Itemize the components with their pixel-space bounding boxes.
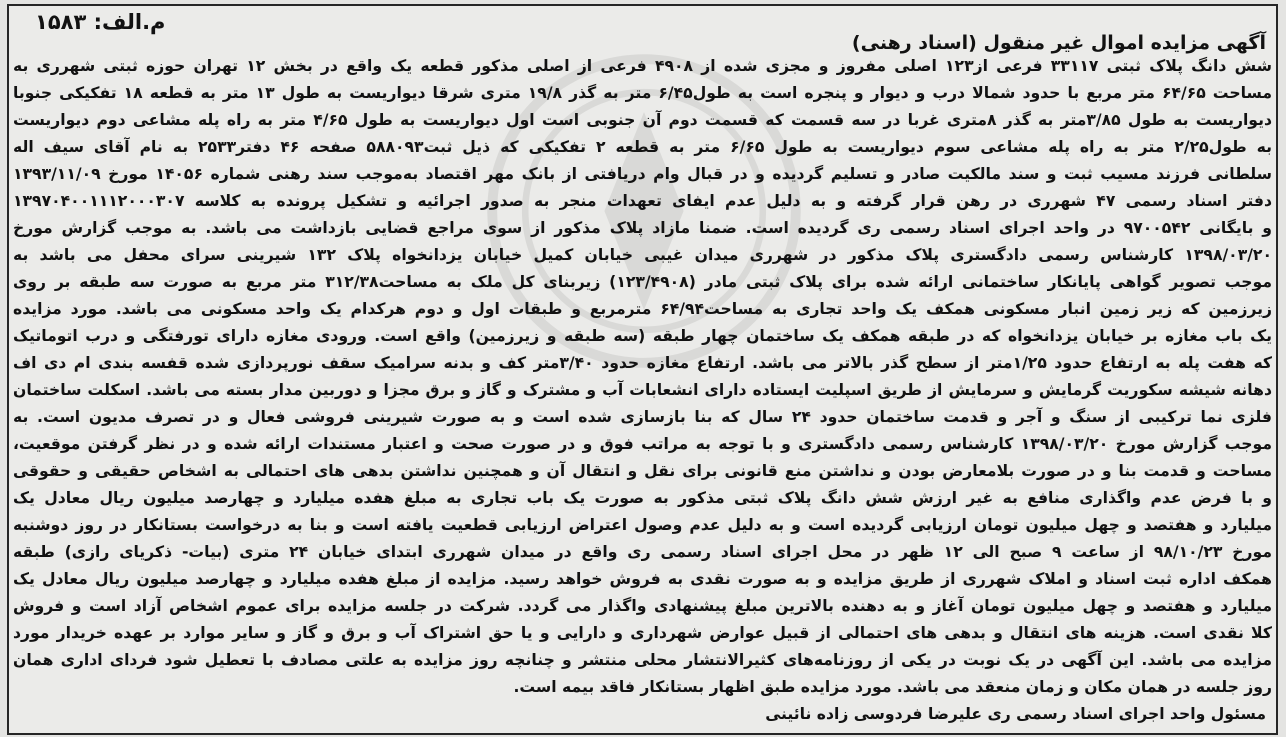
notice-line-text: میلیارد و هفتصد و چهل میلیون تومان ارزیابی گردیده است و به دلیل عدم وصول اعتراض ارزیابی قطعیت یافته است و بنا به درخواست بستانکار در روز دوشنبه <box>13 516 1272 534</box>
notice-line <box>13 593 1272 620</box>
notice-line-text: زیرزمین که زیر زمین انبار مسکونی همکف یک واحد تجاری به مساحت۶۴/۹۴ مترمربع و طبقات اول و دوم هرکدام یک واحد مسکونی می باشد. مورد مزایده <box>13 300 1272 318</box>
notice-line <box>13 512 1272 539</box>
notice-number: م.الف: ۱۵۸۳ <box>35 10 166 34</box>
notice-line <box>13 485 1272 512</box>
notice-line <box>13 620 1272 647</box>
notice-line-text: سلطانی فرزند مسیب ثبت و سند مالکیت صادر و تسلیم گردیده و در قبال وام دریافتی از بانک مهر اقتصاد به‌موجب سند رهنی شماره ۱۴۰۵۶ مورخ ۱۳۹۳/۱۱/۰۹ <box>13 165 1272 183</box>
notice-line <box>13 431 1272 458</box>
notice-line <box>13 647 1272 674</box>
notice-frame <box>7 4 1278 735</box>
notice-line-text: روز جلسه در همان مکان و زمان منعقد می باشد. مورد مزایده طبق اظهار بستانکار فاقد بیمه است. <box>513 678 1272 696</box>
notice-line <box>13 539 1272 566</box>
notice-line-text: همکف اداره ثبت اسناد و املاک شهرری از طریق مزایده و به صورت نقدی به فروش خواهد رسید. مزایده از مبلغ هفده میلیارد و چهارصد میلیون ریال معادل یک <box>13 570 1272 588</box>
notice-line <box>13 80 1272 107</box>
notice-line-text: کلا نقدی است. هزینه های انتقال و بدهی های احتمالی از قبیل عوارض شهرداری و دارایی و یا حق اشتراک آب و برق و گاز و سایر موارد بر عهده خریدار مورد <box>13 624 1272 642</box>
notice-line <box>13 566 1272 593</box>
notice-line <box>13 215 1272 242</box>
notice-line-text: به طول۲/۲۵ متر به راه پله مشاعی سوم دیواریست به طول ۶/۶۵ متر به قطعه ۲ تفکیکی که ذیل ثبت۵۸۸۰۹۳ صفحه ۴۶ دفتر۲۵۳۳ به نام آقای سیف اله <box>13 138 1272 156</box>
notice-line <box>13 242 1272 269</box>
notice-line <box>13 107 1272 134</box>
notice-line-text: دیواریست به طول ۳/۸۵متر به گذر ۸متری غربا در سه قسمت که قسمت دوم آن جنوبی است اول دیواریست به طول ۴/۶۵ متر به راه پله مشاعی دوم دیواریست <box>13 111 1272 129</box>
notice-line <box>13 134 1272 161</box>
notice-line-text: موجب تصویر گواهی پایانکار ساختمانی ارائه شده برای پلاک ثبتی مادر (۱۲۳/۴۹۰۸) زیربنای کل ملک به مساحت۳۱۲/۳۸ متر مربع به صورت سه طبقه بر روی <box>13 273 1272 291</box>
notice-line-text: که هفت پله به ارتفاع حدود ۱/۲۵متر از سطح گذر بالاتر می باشد. ارتفاع مغازه حدود ۳/۴۰متر کف و بدنه سرامیک سقف نورپردازی شده قفسه بندی ام دی اف <box>13 354 1272 372</box>
notice-line <box>13 674 1272 701</box>
notice-title: آگهی مزایده اموال غیر منقول (اسناد رهنی) <box>851 32 1266 54</box>
notice-line <box>13 161 1272 188</box>
notice-line-text: و با فرض عدم واگذاری منافع به غیر ارزش شش دانگ پلاک ثبتی مذکور به صورت یک باب تجاری به مبلغ هفده میلیارد و چهارصد میلیون ریال معادل یک <box>13 489 1272 507</box>
notice-line <box>13 188 1272 215</box>
notice-line-text: مورخ ۹۸/۱۰/۲۳ از ساعت ۹ صبح الی ۱۲ ظهر در محل اجرای اسناد رسمی ری واقع در میدان شهرری ابتدای خیابان ۲۴ متری (بیات- ذکریای رازی) طبقه <box>13 543 1272 561</box>
notice-line <box>13 53 1272 80</box>
notice-line <box>13 377 1272 404</box>
notice-line <box>13 269 1272 296</box>
notice-line-text: مساحت و قدمت بنا و در صورت بلامعارض بودن و نداشتن منع قانونی برای نقل و انتقال آن و همچنین نداشتن بدهی های احتمالی به اشخاص حقیقی و حقوقی <box>13 462 1272 480</box>
notice-line-text: مزایده می باشد. این آگهی در یک نوبت در یکی از روزنامه‌های کثیرالانتشار محلی منتشر و چنانچه روز مزایده به علتی مصادف با تعطیل شود فردای اداری همان <box>13 651 1272 669</box>
notice-line-text: شش دانگ پلاک ثبتی ۳۳۱۱۷ فرعی از۱۲۳ اصلی مفروز و مجزی شده از ۴۹۰۸ فرعی از اصلی مذکور قطعه یک واقع در بخش ۱۲ تهران حوزه ثبتی شهرری به <box>13 57 1272 75</box>
notice-body <box>13 53 1272 728</box>
notice-line-text: موجب گزارش مورخ ۱۳۹۸/۰۳/۲۰ کارشناس رسمی دادگستری و با توجه به مراتب فوق و در صورت صحت و اعتبار مستندات ارائه شده و در نظر گرفتن موقعیت، <box>13 435 1272 453</box>
notice-line-text: یک باب مغازه بر خیابان یزدانخواه که در طبقه همکف یک ساختمان چهار طبقه (سه طبقه و زیرزمین) واقع است. ورودی مغازه دارای تورفتگی و درب اتوماتیک <box>13 327 1272 345</box>
notice-line-text: دفتر اسناد رسمی ۴۷ شهرری در رهن قرار گرفته و به دلیل عدم ایفای تعهدات منجر به صدور اجرائیه و تشکیل پرونده به کلاسه ۱۳۹۷۰۴۰۰۱۱۱۲۰۰۰۳۰۷ <box>13 192 1272 210</box>
notice-line <box>13 323 1272 350</box>
notice-line <box>13 404 1272 431</box>
notice-line <box>13 350 1272 377</box>
notice-line <box>13 458 1272 485</box>
notice-line-text: میلیارد و هفتصد و چهل میلیون تومان آغاز و به دهنده بالاترین مبلغ پیشنهادی واگذار می گردد. شرکت در جلسه مزایده برای عموم اشخاص آزاد است و فروش <box>13 597 1272 615</box>
signature-line <box>13 701 1272 728</box>
notice-line <box>13 296 1272 323</box>
notice-line-text: دهانه شیشه سکوریت گرمایش و سرمایش از طریق اسپلیت ایستاده دارای انشعابات آب و مشترک و گاز و برق مجزا و دوربین مدار بسته می باشد. اسکلت ساختمان <box>13 381 1272 399</box>
signature-text: مسئول واحد اجرای اسناد رسمی ری علیرضا فردوسی زاده نائینی <box>765 705 1266 723</box>
notice-line-text: و بایگانی ۹۷۰۰۵۴۲ در واحد اجرای اسناد رسمی ری گردیده است. ضمنا مازاد پلاک مذکور از سوی مراجع قضایی بازداشت می باشد. به موجب گزارش مورخ <box>13 219 1272 237</box>
notice-line-text: ۱۳۹۸/۰۳/۲۰ کارشناس رسمی دادگستری پلاک مذکور در شهرری میدان غیبی خیابان کمیل خیابان یزدانخواه پلاک ۱۳۲ شیرینی سرای محفل می باشد به <box>13 246 1272 264</box>
notice-line-text: مساحت ۶۴/۶۵ متر مربع با حدود شمالا درب و دیوار و پنجره است به طول۶/۴۵ متر به گذر ۱۹/۸ متری شرقا دیواریست به طول ۱۳ متر به قطعه ۱۸ تفکیکی جنوبا <box>13 84 1272 102</box>
notice-line-text: فلزی نما ترکیبی از سنگ و آجر و قدمت ساختمان حدود ۲۴ سال که بنا بازسازی شده است و به صورت شیرینی فروشی فعال و در تصرف مدیون است. به <box>13 408 1272 426</box>
